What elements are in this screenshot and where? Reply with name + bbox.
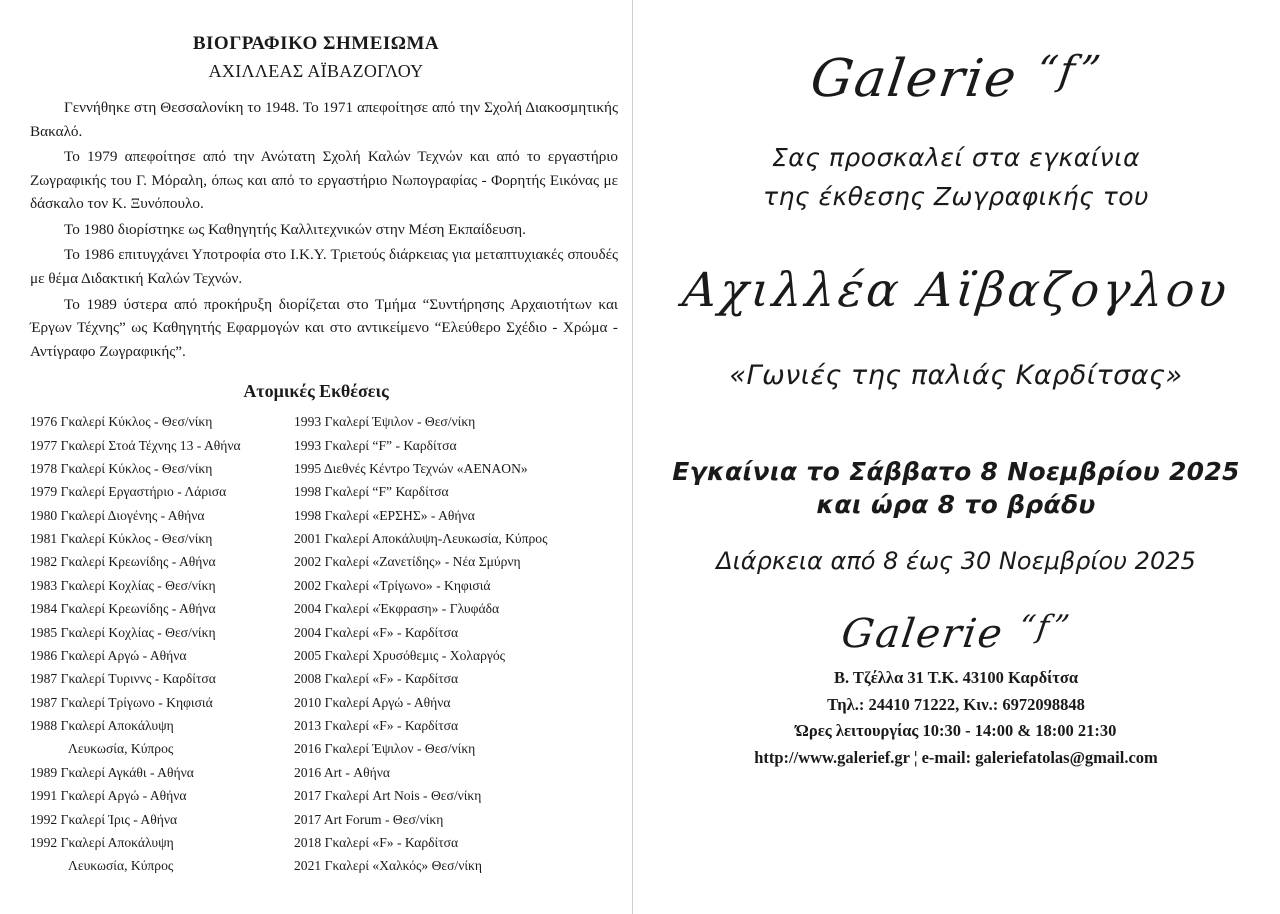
list-item: 1998 Γκαλερί «ΕΡΣΗΣ» - Αθήνα [294,507,475,523]
cv-paragraph: Το 1980 διορίστηκε ως Καθηγητής Καλλιτεχνικών στην Μέση Εκπαίδευση. [64,220,526,238]
list-item: 1983 Γκαλερί Κοχλίας - Θεσ/νίκη [30,577,216,593]
cv-biography [30,96,618,363]
cv-paragraph: Το 1979 απεφοίτησε από την Ανώτατη Σχολή Καλών Τεχνών και από το εργαστήριο Ζωγραφικής του Γ. Μόραλη, όπως και από το εργαστήριο Νωπογραφίας - Φορητής Εικόνας με δάσκαλο τον Κ. Ξυνόπουλο. [30,148,618,213]
list-item: 2021 Γκαλερί «Χαλκός» Θεσ/νίκη [294,858,482,874]
artist-name: Αχιλλέα Αϊβαζογλου [680,263,1232,318]
list-item: 2002 Γκαλερί «Τρίγωνο» - Κηφισιά [294,577,491,593]
list-item: 1991 Γκαλερί Αργώ - Αθήνα [30,788,187,804]
exhibition-duration: Διάρκεια από 8 έως 30 Νοεμβρίου 2025 [716,547,1196,575]
list-item: 1985 Γκαλερί Κοχλίας - Θεσ/νίκη [30,624,216,640]
cv-paragraph: Το 1986 επιτυγχάνει Υποτροφία στο Ι.Κ.Υ. Τριετούς διάρκειας για μεταπτυχιακές σπουδές με θέμα Διδακτική Καλών Τεχνών. [30,246,618,287]
exhibitions-column-right [294,410,624,878]
list-item: 1976 Γκαλερί Κύκλος - Θεσ/νίκη [30,414,213,430]
exhibitions-column-left [30,410,268,878]
list-item: 2004 Γκαλερί «Έκφραση» - Γλυφάδα [294,601,500,617]
cv-paragraph: Γεννήθηκε στη Θεσσαλονίκη το 1948. Το 1971 απεφοίτησε από την Σχολή Διακοσμητικής Βακαλό. [30,99,618,140]
list-item: 1995 Διεθνές Κέντρο Τεχνών «AENAON» [294,460,528,476]
list-item: 1982 Γκαλερί Κρεωνίδης - Αθήνα [30,554,216,570]
gallery-web-email[interactable]: http://www.galerief.gr ¦ e-mail: galeriefatolas@gmail.com [754,748,1158,768]
gallery-logo-top-text: Galerie [807,49,1022,109]
list-item: 2001 Γκαλερί Αποκάλυψη-Λευκωσία, Κύπρος [294,531,548,547]
cv-subtitle-artist-name: ΑΧΙΛΛΕΑΣ ΑΪΒΑΖΟΓΛΟΥ [208,61,424,81]
list-item: 1998 Γκαλερί “F” Καρδίτσα [294,484,449,500]
list-item: Λευκωσία, Κύπρος [68,741,174,757]
list-item: 1984 Γκαλερί Κρεωνίδης - Αθήνα [30,601,216,617]
list-item: 2005 Γκαλερί Χρυσόθεμις - Χολαργός [294,647,506,663]
list-item: 2004 Γκαλερί «F» - Καρδίτσα [294,624,459,640]
list-item: 2002 Γκαλερί «Ζανετίδης» - Νέα Σμύρνη [294,554,521,570]
list-item: 1981 Γκαλερί Κύκλος - Θεσ/νίκη [30,531,213,547]
exhibition-title: «Γωνιές της παλιάς Καρδίτσας» [729,360,1183,391]
cv-panel [0,0,632,914]
invitation-panel [632,0,1280,914]
list-item: 1993 Γκαλερί Έψιλον - Θεσ/νίκη [294,414,476,430]
invite-line-2: της έκθεσης Ζωγραφικής του [762,182,1150,211]
list-item: 2016 Art - Αθήνα [294,764,390,780]
list-item: 2013 Γκαλερί «F» - Καρδίτσα [294,718,459,734]
gallery-logo-bottom [629,609,1280,657]
gallery-logo-bottom-text: Galerie [838,611,1007,657]
list-item: 1986 Γκαλερί Αργώ - Αθήνα [30,647,187,663]
list-item: 2017 Art Forum - Θεσ/νίκη [294,811,444,827]
gallery-hours: Ώρες λειτουργίας 10:30 - 14:00 & 18:00 21:30 [795,721,1117,741]
invite-line-1: Σας προσκαλεί στα εγκαίνια [771,143,1141,172]
list-item: 2017 Γκαλερί Art Nois - Θεσ/νίκη [294,788,482,804]
gallery-address: Β. Τζέλλα 31 Τ.Κ. 43100 Καρδίτσα [833,668,1079,687]
list-item: 1980 Γκαλερί Διογένης - Αθήνα [30,507,205,523]
list-item: 1992 Γκαλερί Αποκάλυψη [30,834,174,850]
gallery-logo-bottom-mark: “f” [1016,609,1074,645]
list-item: 2016 Γκαλερί Έψιλον - Θεσ/νίκη [294,741,476,757]
list-item: 1987 Γκαλερί Τυριννς - Καρδίτσα [30,671,216,687]
list-item: 2010 Γκαλερί Αργώ - Αθήνα [294,694,451,710]
list-item: Λευκωσία, Κύπρος [68,858,174,874]
gallery-logo-top [628,48,1280,109]
list-item: 1992 Γκαλερί Ίρις - Αθήνα [30,811,178,827]
list-item: 1989 Γκαλερί Αγκάθι - Αθήνα [30,764,194,780]
gallery-phones: Τηλ.: 24410 71222, Κιν.: 6972098848 [827,694,1085,714]
list-item: 1993 Γκαλερί “F” - Καρδίτσα [294,437,457,453]
cv-paragraph: Το 1989 ύστερα από προκήρυξη διορίζεται στο Τμήμα “Συντήρησης Αρχαιοτήτων και Έργων Τέχνης” ως Καθηγητής Εφαρμογών και στο αντικείμενο “Ελεύθερο Σχέδιο - Χρώμα - Αντίγραφο Ζωγραφικής”. [30,295,618,360]
exhibitions-heading: Ατομικές Εκθέσεις [243,381,389,402]
opening-time: και ώρα 8 το βράδυ [816,490,1096,519]
list-item: 1987 Γκαλερί Τρίγωνο - Κηφισιά [30,694,213,710]
list-item: 2018 Γκαλερί «F» - Καρδίτσα [294,834,459,850]
exhibitions-columns [0,410,632,878]
list-item: 1988 Γκαλερί Αποκάλυψη [30,718,174,734]
cv-title: ΒΙΟΓΡΑΦΙΚΟ ΣΗΜΕΙΩΜΑ [192,33,440,54]
list-item: 1977 Γκαλερί Στοά Τέχνης 13 - Αθήνα [30,437,241,453]
contact-block [632,665,1280,772]
list-item: 1979 Γκαλερί Εργαστήριο - Λάρισα [30,484,227,500]
gallery-logo-top-mark: “f” [1033,48,1105,94]
opening-date: Εγκαίνια το Σάββατο 8 Νοεμβρίου 2025 [672,457,1240,486]
list-item: 1978 Γκαλερί Κύκλος - Θεσ/νίκη [30,460,213,476]
list-item: 2008 Γκαλερί «F» - Καρδίτσα [294,671,459,687]
